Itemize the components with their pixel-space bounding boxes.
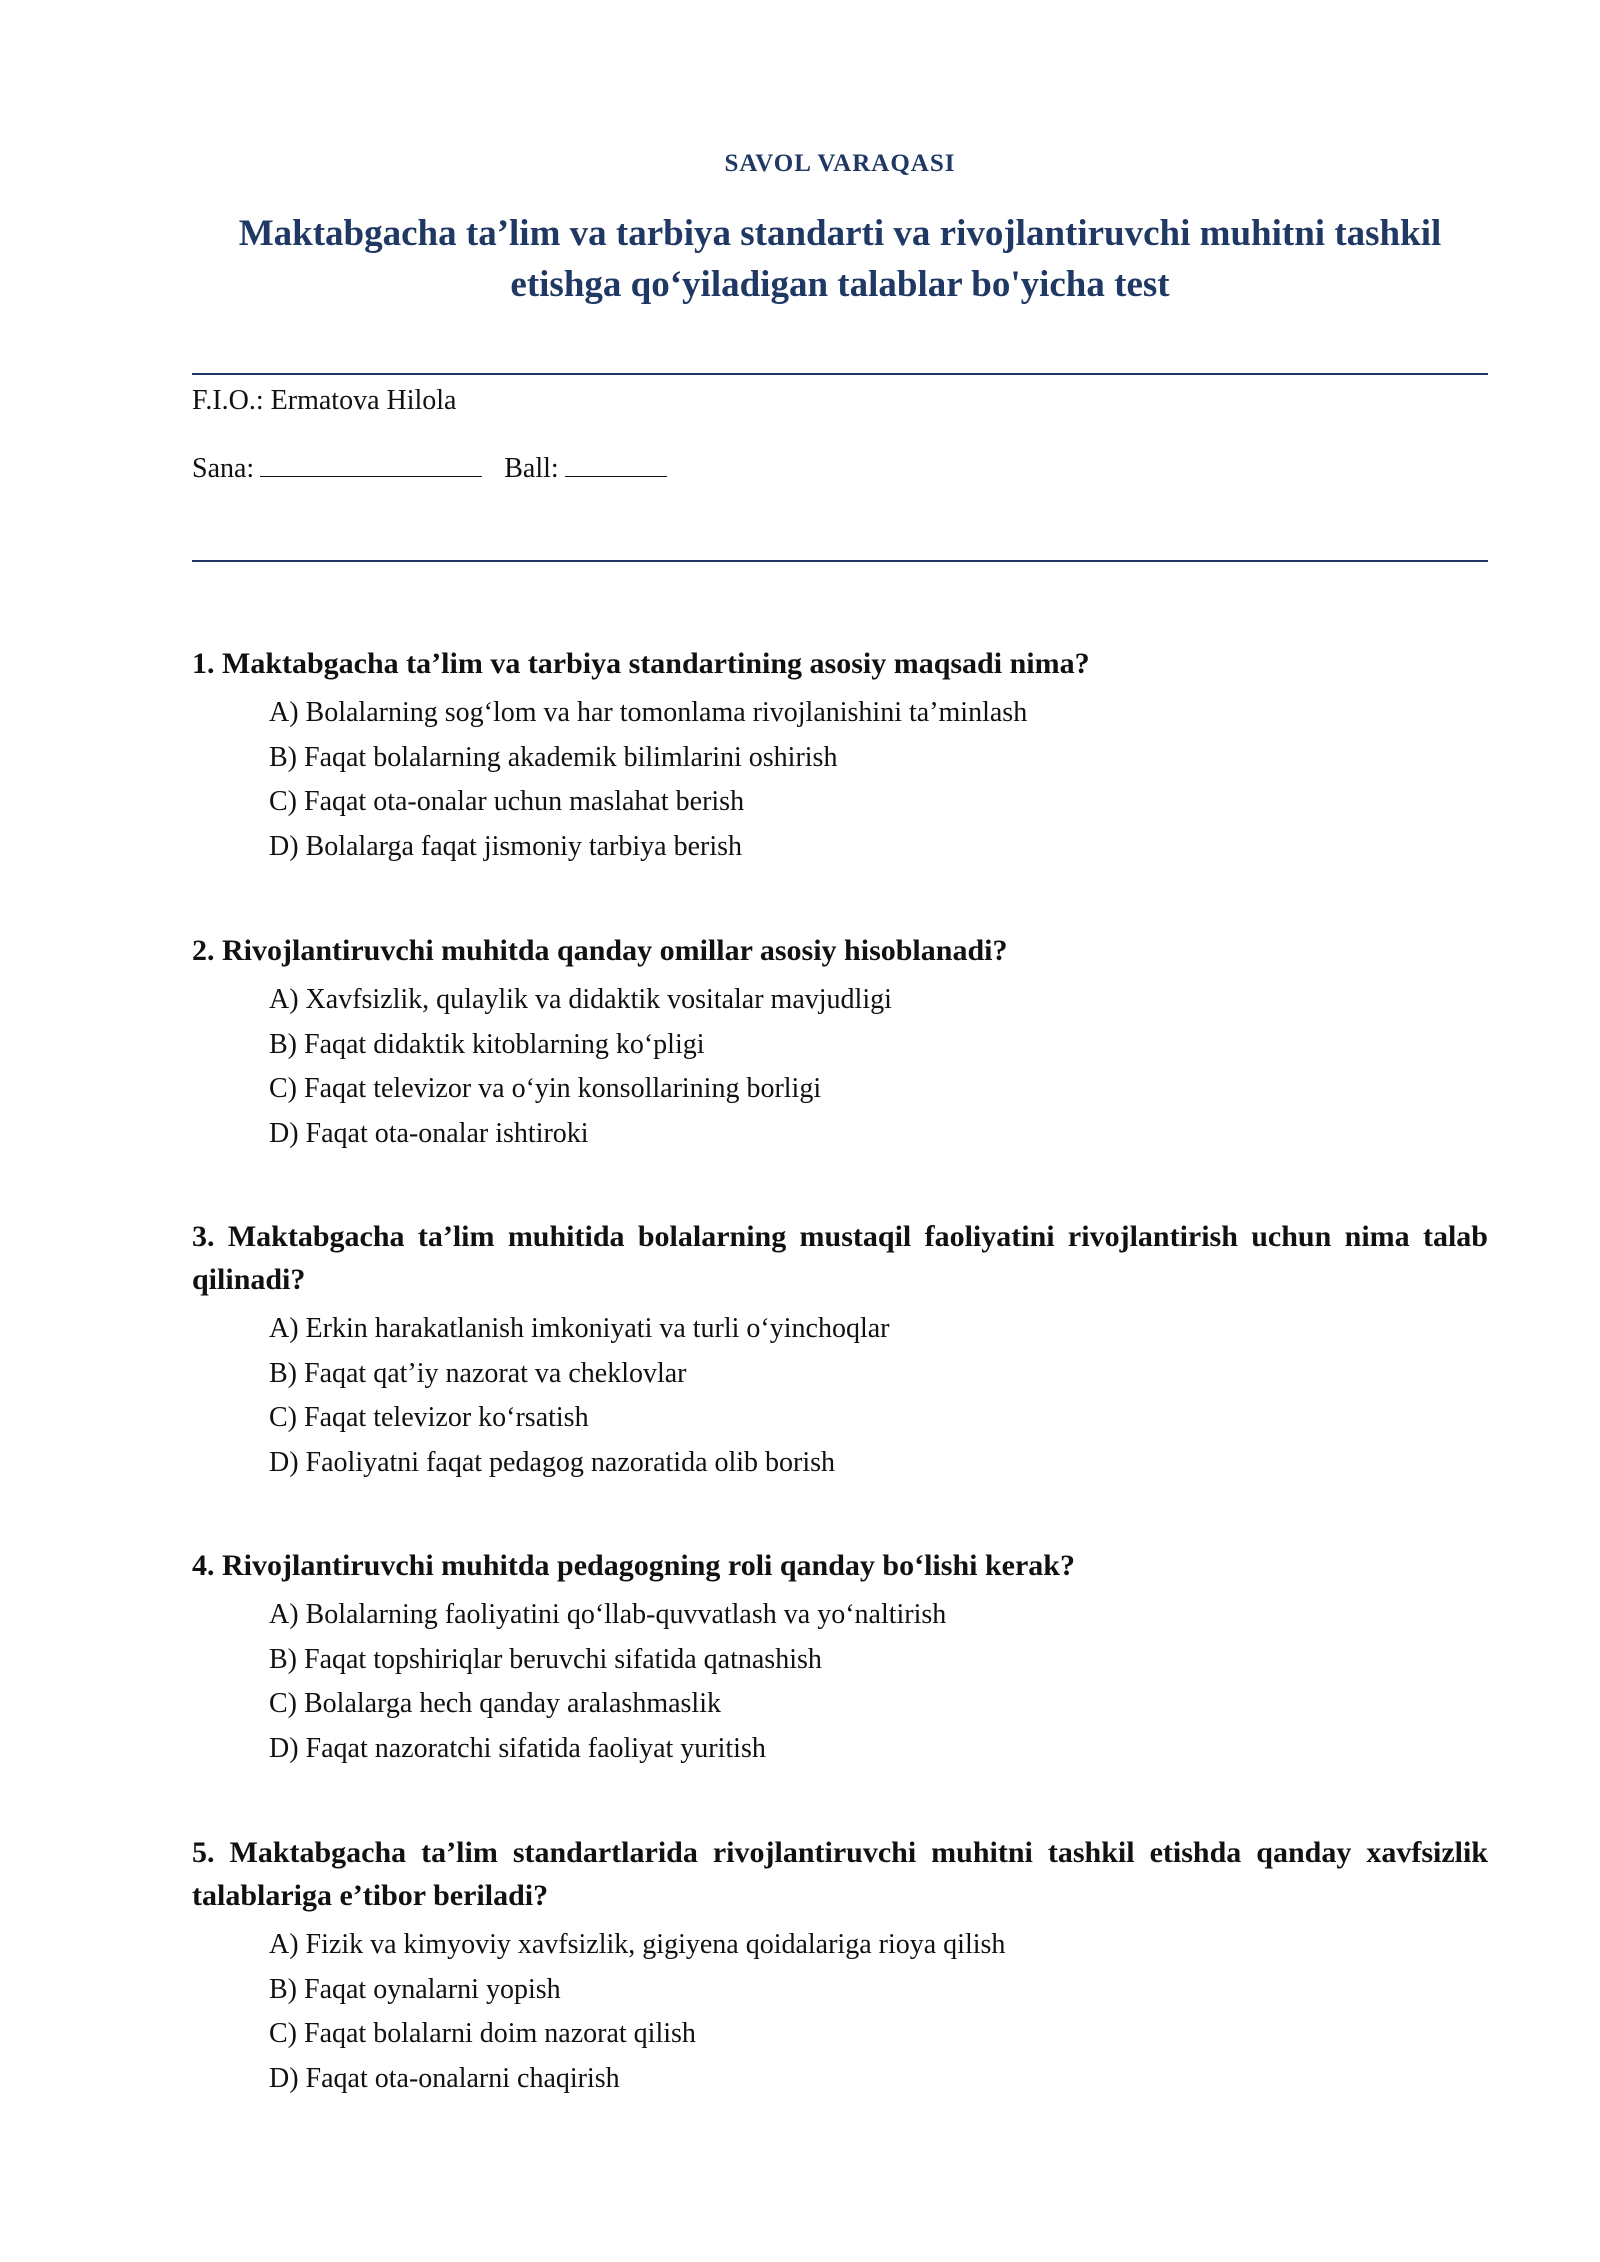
- answer-option-d: D) Faqat nazoratchi sifatida faoliyat yuritish: [269, 1732, 766, 1764]
- question-1: [192, 642, 1488, 869]
- question-text: 3. Maktabgacha ta’lim muhitida bolalarning mustaqil faoliyatini rivojlantirish uchun nima talab qilinadi?: [192, 1220, 1488, 1296]
- question-sheet: [192, 0, 1488, 2262]
- divider-top: [192, 373, 1488, 375]
- question-text: 1. Maktabgacha ta’lim va tarbiya standartining asosiy maqsadi nima?: [192, 647, 1090, 680]
- question-5: [192, 1831, 1488, 2101]
- student-name: F.I.O.: Ermatova Hilola: [192, 385, 457, 416]
- question-2: [192, 929, 1488, 1156]
- divider-bottom: [192, 560, 1488, 562]
- question-4: [192, 1544, 1488, 1771]
- answer-option-a: A) Erkin harakatlanish imkoniyati va turli o‘yinchoqlar: [269, 1313, 890, 1344]
- date-label: Sana:: [192, 453, 255, 484]
- answer-option-d: D) Faqat ota-onalar ishtiroki: [269, 1117, 589, 1149]
- answer-option-a: A) Bolalarning faoliyatini qo‘llab-quvvatlash va yo‘naltirish: [269, 1599, 947, 1630]
- score-blank-field[interactable]: [565, 450, 667, 477]
- sheet-kicker: SAVOL VARAQASI: [724, 150, 956, 177]
- answer-option-d: D) Bolalarga faqat jismoniy tarbiya berish: [269, 830, 743, 862]
- answer-option-d: D) Faoliyatni faqat pedagog nazoratida olib borish: [269, 1446, 836, 1478]
- answer-option-c: C) Faqat televizor va o‘yin konsollarining borligi: [269, 1073, 822, 1104]
- question-text: 5. Maktabgacha ta’lim standartlarida rivojlantiruvchi muhitni tashkil etishda qanday xavfsizlik talablariga e’tibor beriladi?: [192, 1836, 1488, 1912]
- answer-option-b: B) Faqat oynalarni yopish: [269, 1973, 561, 2005]
- question-text: 4. Rivojlantiruvchi muhitda pedagogning roli qanday bo‘lishi kerak?: [192, 1549, 1075, 1582]
- date-blank-field[interactable]: [260, 450, 482, 477]
- answer-option-b: B) Faqat topshiriqlar beruvchi sifatida qatnashish: [269, 1643, 822, 1675]
- answer-options: [192, 1307, 1488, 1485]
- answer-option-a: A) Fizik va kimyoviy xavfsizlik, gigiyena qoidalariga rioya qilish: [269, 1929, 1006, 1960]
- answer-option-c: C) Bolalarga hech qanday aralashmaslik: [269, 1688, 721, 1719]
- answer-option-a: A) Xavfsizlik, qulaylik va didaktik vositalar mavjudligi: [269, 984, 892, 1015]
- answer-option-c: C) Faqat ota-onalar uchun maslahat berish: [269, 786, 745, 817]
- date-score-row: [192, 450, 667, 486]
- answer-options: [192, 978, 1488, 1156]
- score-label: Ball:: [504, 453, 559, 484]
- answer-options: [192, 1923, 1488, 2101]
- answer-option-b: B) Faqat didaktik kitoblarning ko‘pligi: [269, 1028, 705, 1060]
- answer-options: [192, 691, 1488, 869]
- answer-option-a: A) Bolalarning sog‘lom va har tomonlama rivojlanishini ta’minlash: [269, 697, 1028, 728]
- answer-option-c: C) Faqat bolalarni doim nazorat qilish: [269, 2018, 696, 2049]
- sheet-title: Maktabgacha ta’lim va tarbiya standarti va rivojlantiruvchi muhitni tashkil etishga qo‘yiladigan talablar bo'yicha test: [238, 213, 1442, 305]
- question-text: 2. Rivojlantiruvchi muhitda qanday omillar asosiy hisoblanadi?: [192, 934, 1008, 967]
- answer-option-b: B) Faqat bolalarning akademik bilimlarini oshirish: [269, 741, 838, 773]
- answer-option-c: C) Faqat televizor ko‘rsatish: [269, 1402, 589, 1433]
- answer-options: [192, 1593, 1488, 1771]
- answer-option-b: B) Faqat qat’iy nazorat va cheklovlar: [269, 1357, 687, 1389]
- answer-option-d: D) Faqat ota-onalarni chaqirish: [269, 2062, 620, 2094]
- question-3: [192, 1215, 1488, 1485]
